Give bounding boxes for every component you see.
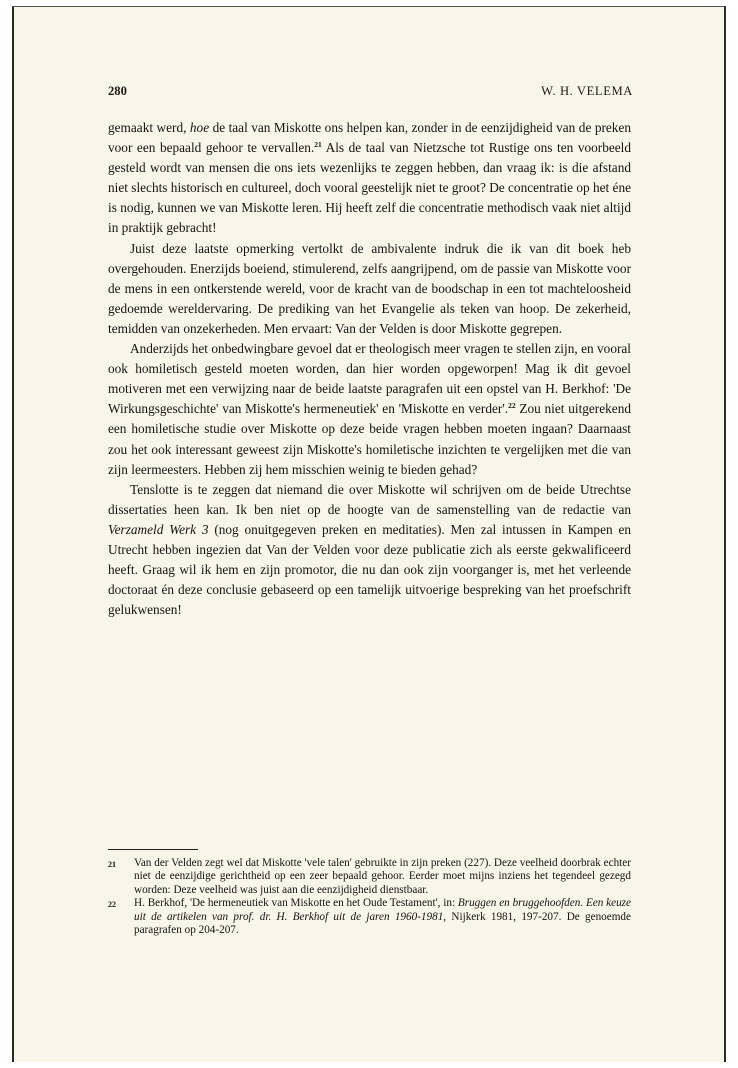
text-run: Tenslotte is te zeggen dat niemand die over Miskotte wil schrijven om de beide Utrechtse dissertaties heen kan. Ik ben niet op de hoogte van de samenstelling van de redactie van (108, 481, 631, 517)
footnote (108, 857, 631, 897)
paragraph (108, 118, 631, 239)
footnote-text (134, 857, 631, 897)
footnotes (108, 857, 631, 937)
text-run: Van der Velden zegt wel dat Miskotte 'vele talen' gebruikte in zijn preken (227). Deze veelheid doorbrak echter niet de eenzijdige gerichtheid op een zeer bepaald gehoor. Eerder moet mijns inziens het tegendeel gezegd worden: Deze veelheid was juist aan die eenzijdigheid dienstbaar. (134, 857, 631, 896)
footnote-reference: 22 (508, 401, 516, 411)
text-run: gemaakt werd, (108, 120, 190, 135)
text-run: (nog onuitgegeven preken en meditaties). Men zal intussen in Kampen en Utrecht hebben ingezien dat Van der Velden voor deze publicatie zich als eerste gekwalificeerd heeft. Graag wil ik hem en zijn promotor, die nu dan ook zijn voorganger is, met het verleende doctoraat én deze conclusie gebaseerd op een tamelijk uitvoerige bespreking van het proefschrift gelukwensen! (108, 521, 631, 618)
text-run: Zou niet uitgerekend een homiletische studie over Miskotte op deze beide vragen hebben moeten ingaan? Daarnaast zou het ook interessant geweest zijn Miskotte's homiletische inzichten te vergelijken met die van zijn leermeesters. Hebben zij hem misschien weinig te bieden gehad? (108, 401, 631, 477)
page-number: 280 (108, 84, 127, 98)
paragraph (108, 480, 631, 621)
body-text (108, 118, 631, 620)
footnote-number: 21 (108, 860, 116, 869)
footnote-text (134, 897, 631, 937)
footnote (108, 897, 631, 937)
italic-text: hoe (189, 120, 210, 135)
text-run: de taal van Miskotte ons helpen kan, zonder in de eenzijdigheid van de preken voor een bepaald gehoor te vervallen. (108, 120, 631, 156)
italic-text: Verzameld Werk 3 (108, 521, 209, 537)
footnote-rule (108, 849, 198, 850)
text-run: Anderzijds het onbedwingbare gevoel dat er theologisch meer vragen te stellen zijn, en vooral ook homiletisch gesteld moeten worden, dan hier worden opgeworpen! Mag ik dit gevoel motiveren met een verwijzing naar de beide laatste paragrafen uit een opstel van H. Berkhof: 'De Wirkungsgeschichte' van Miskotte's hermeneutiek' en 'Miskotte en verder'. (108, 341, 631, 417)
text-run: Juist deze laatste opmerking vertolkt de ambivalente indruk die ik van dit boek heb overgehouden. Enerzijds boeiend, stimulerend, zelfs aangrijpend, om de passie van Miskotte voor de mens in een ontkerstende wereld, voor de kracht van de boodschap in een tot machteloosheid gedoemde wereldervaring. De prediking van het Evangelie als teken van hoop. De zekerheid, temidden van onzekerheden. Men ervaart: Van der Velden is door Miskotte gegrepen. (108, 240, 631, 336)
italic-text: Bruggen en bruggehoofden. Een keuze uit de artikelen van prof. dr. H. Berkhof uit de jaren 1960-1981, (134, 897, 631, 923)
text-run: Als de taal van Nietzsche tot Rustige ons ten voorbeeld gesteld wordt van mensen die ons iets wezenlijks te zeggen hebben, dan vraag ik: is die afstand niet slechts historisch en cultureel, doch vooral geestelijk niet te groot? De concentratie op het éne is nodig, kunnen we van Miskotte leren. Hij heeft zelf die concentratie methodisch vaak niet altijd in praktijk gebracht! (108, 140, 631, 236)
paragraph (108, 339, 631, 480)
running-head: W. H. VELEMA (541, 84, 633, 98)
footnote-number: 22 (108, 900, 116, 910)
text-run: H. Berkhof, 'De hermeneutiek van Miskotte en het Oude Testament', in: (134, 897, 458, 910)
text-run: Nijkerk 1981, 197-207. De genoemde paragrafen op 204-207. (134, 910, 631, 937)
footnote-reference: 21 (314, 140, 322, 150)
paragraph (108, 239, 631, 339)
